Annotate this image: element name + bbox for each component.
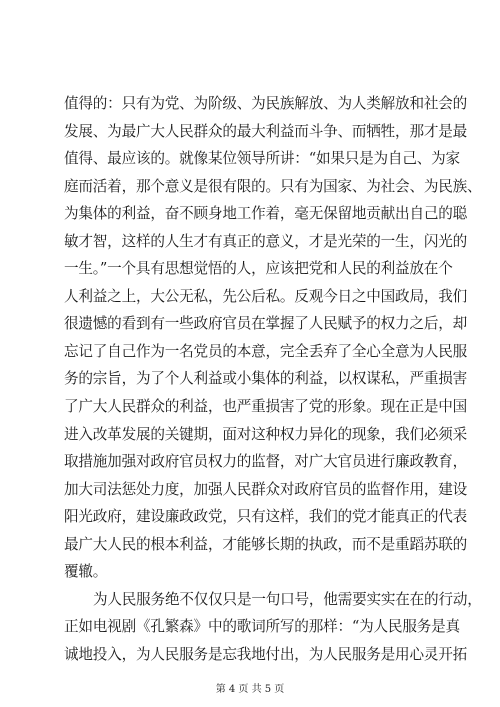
- text-line: 覆辙。: [64, 563, 108, 581]
- text-line: 庭而活着，那个意义是很有限的。只有为国家、为社会、为民族、: [64, 177, 482, 195]
- text-line: 为人民服务绝不仅仅只是一句口号，他需要实实在在的行动，: [93, 590, 482, 608]
- text-line: 一生。”一个具有思想觉悟的人，应该把党和人民的利益放在个: [64, 260, 453, 278]
- text-line: 发展、为最广大人民群众的最大利益而斗争、而牺牲，那才是最: [64, 122, 468, 140]
- text-line: 值得、最应该的。就像某位领导所讲：“如果只是为自己、为家: [64, 150, 460, 168]
- text-line: 取措施加强对政府官员权力的监督，对广大官员进行廉政教育，: [64, 453, 468, 471]
- text-line: 正如电视剧《孔繁森》中的歌词所写的那样：“为人民服务是真: [64, 618, 460, 636]
- text-line: 敏才智，这样的人生才有真正的意义，才是光荣的一生，闪光的: [64, 232, 468, 250]
- text-line: 了广大人民群众的利益，也严重损害了党的形象。现在正是中国: [64, 398, 468, 416]
- page-number: 第 4 页 共 5 页: [215, 684, 285, 695]
- text-line: 最广大人民的根本利益，才能够长期的执政，而不是重蹈苏联的: [64, 535, 468, 553]
- paragraph: [64, 90, 482, 586]
- paragraph: [64, 586, 482, 669]
- text-line: 为集体的利益，奋不顾身地工作着，毫无保留地贡献出自己的聪: [64, 205, 468, 223]
- text-line: 很遗憾的看到有一些政府官员在掌握了人民赋予的权力之后，却: [64, 315, 468, 333]
- text-line: 进入改革发展的关键期，面对这种权力异化的现象，我们必须采: [64, 425, 468, 443]
- text-line: 阳光政府，建设廉政政党，只有这样，我们的党才能真正的代表: [64, 508, 468, 526]
- text-line: 值得的：只有为党、为阶级、为民族解放、为人类解放和社会的: [64, 95, 468, 112]
- text-line: 忘记了自己作为一名党员的本意，完全丢弃了全心全意为人民服: [64, 342, 468, 360]
- text-line: 务的宗旨，为了个人利益或小集体的利益，以权谋私，严重损害: [64, 370, 468, 388]
- page-footer: [0, 680, 500, 695]
- text-line: 人利益之上，大公无私，先公后私。反观今日之中国政局，我们: [64, 287, 468, 305]
- text-line: 加大司法惩处力度，加强人民群众对政府官员的监督作用，建设: [64, 480, 468, 498]
- text-line: 诚地投入，为人民服务是忘我地付出，为人民服务是用心灵开拓: [64, 645, 468, 663]
- body-text: [64, 90, 482, 668]
